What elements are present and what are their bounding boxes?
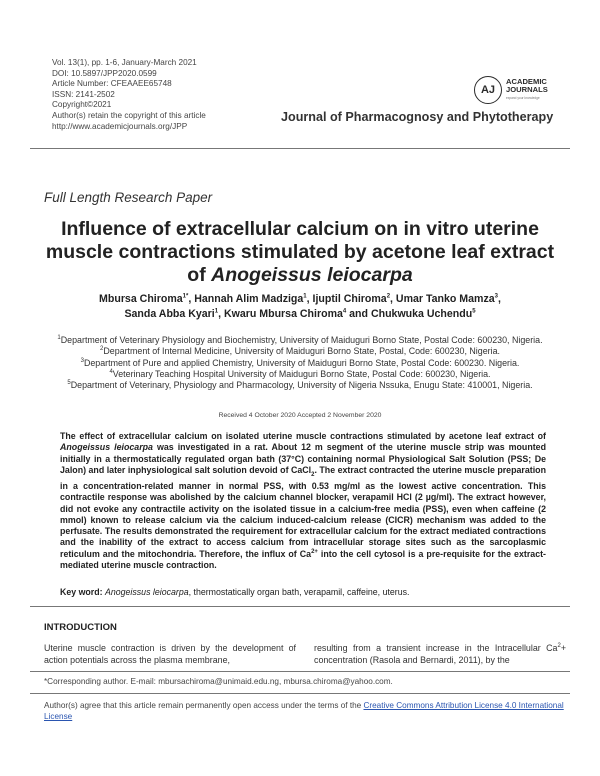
logo-line-2: JOURNALS bbox=[506, 85, 548, 95]
affiliations bbox=[40, 335, 560, 391]
license-divider bbox=[30, 693, 570, 694]
author-name: Umar Tanko Mamza bbox=[395, 293, 495, 305]
paper-title bbox=[36, 218, 564, 287]
author-name: Hannah Alim Madziga bbox=[194, 293, 304, 305]
article-metadata bbox=[52, 58, 206, 132]
title-line-2: muscle contractions stimulated by acetone leaf extract bbox=[45, 241, 555, 263]
author-name: Chukwuka Uchendu bbox=[370, 308, 473, 321]
title-species: Anogeissus leiocarpa bbox=[211, 264, 413, 286]
author-affil-sup: 4 bbox=[342, 308, 347, 315]
logo-text bbox=[506, 78, 548, 95]
logo-line-1: ACADEMIC bbox=[506, 77, 547, 86]
license-statement: Author(s) agree that this article remain permanently open access under the terms of the Creative Commons Attribution License 4.0 International License bbox=[44, 701, 564, 721]
academic-journals-logo bbox=[474, 76, 600, 106]
volume-info: Vol. 13(1), pp. 1-6, January-March 2021 bbox=[52, 58, 197, 67]
article-number: Article Number: CFEAAEE65748 bbox=[52, 79, 172, 89]
logo-tagline: expand your knowledge bbox=[506, 96, 540, 100]
doi: DOI: 10.5897/JPP2020.0599 bbox=[52, 68, 157, 78]
rights-statement: Author(s) retain the copyright of this article bbox=[52, 110, 206, 120]
author-name: Mbursa Chiroma bbox=[99, 293, 183, 305]
intro-column-right: resulting from a transient increase in the Intracellular $Ca^2+$ concentration (Rasola and Bernardi, 2011), by the bbox=[314, 643, 566, 665]
header-divider bbox=[30, 148, 570, 149]
author-line-1: Mbursa Chiroma$^{1*}$, Hannah Alim Madziga$^1$, Ijuptil Chiroma$^2$, Umar Tanko Mamza$^3$, bbox=[99, 293, 501, 305]
affiliation-5: $^5$Department of Veterinary, Physiology and Pharmacology, University of Nigeria Nssuka, Enugu State: 410001, Nigeria. bbox=[67, 380, 533, 391]
title-line-1: Influence of extracellular calcium on in vitro uterine bbox=[61, 218, 539, 240]
author-name: Ijuptil Chiroma bbox=[312, 293, 387, 305]
abstract: The effect of extracellular calcium on isolated uterine muscle contractions stimulated by acetone leaf extract of Anogeissus leiocarpa was investigated in a rat. About 12 m segment of the uterine muscle strip was mounted initially in a thermostatically regulated organ bath (37°C) containing normal Physiological Salt Solution (PSS; De Jalon) and later inphysiological salt solution devoid of CaCl$_2$. The extract contracted the uterine muscle preparation in a concentration-related manner in normal PSS, with 0.53 mg/ml as the lowest active concentration. This contractile response was abolished by the calcium channel blocker, verapamil HCl (2 µg/ml). The extract however, did not evoke any contractile activity on the isolated tissue in a calcium-free media (PSS), even when caffeine (2 mmol) known to release calcium via the calcium induced-calcium release (CICR) mechanism was added to the perfusate. The results demonstrated the requirement for extracellular calcium for the extract mediated contractions and the inability of the extract to access calcium from intracellular storage sites such as the sarcoplasmic reticulum and the mitochondria. Therefore, the influx of $Ca^{2+}$ into the cell cytosol is a pre-requisite for the extract-mediated uterine muscle contraction. bbox=[60, 431, 547, 571]
aj-logo-icon: AJ bbox=[474, 76, 502, 104]
journal-name: Journal of Pharmacognosy and Phytotherapy bbox=[281, 110, 554, 124]
author-affil-sup: 1 bbox=[214, 308, 219, 315]
author-list bbox=[40, 292, 560, 322]
title-line-3 bbox=[36, 264, 564, 287]
keywords: Key word: Anogeissus leiocarpa, thermostatically organ bath, verapamil, caffeine, uterus. bbox=[60, 587, 410, 597]
title-prefix: of bbox=[187, 264, 212, 286]
author-affil-sup: 3 bbox=[494, 293, 498, 300]
paper-type: Full Length Research Paper bbox=[44, 190, 213, 205]
introduction-heading: INTRODUCTION bbox=[44, 622, 117, 633]
author-name: Sanda Abba Kyari bbox=[124, 308, 215, 321]
keywords-label: Key word: bbox=[60, 587, 103, 597]
received-dates: Received 4 October 2020 Accepted 2 November 2020 bbox=[218, 412, 382, 419]
journal-url: http://www.academicjournals.org/JPP bbox=[52, 121, 188, 131]
keywords-divider bbox=[30, 606, 570, 607]
author-name: Kwaru Mbursa Chiroma bbox=[223, 308, 343, 321]
author-affil-sup: 5 bbox=[472, 308, 476, 315]
author-affil-sup: 1 bbox=[303, 293, 307, 300]
author-affil-sup: 1* bbox=[182, 293, 189, 300]
abstract-species: Anogeissus leiocarpa bbox=[60, 442, 153, 453]
author-line-2: Sanda Abba Kyari$^1$, Kwaru Mbursa Chiroma$^4$ and Chukwuka Uchendu$^5$ bbox=[124, 308, 476, 321]
affiliation-3: $^3$Department of Pure and applied Chemistry, University of Maiduguri Borno State, Postal Code: 600230. Nigeria. bbox=[80, 357, 520, 368]
intro-column-left: Uterine muscle contraction is driven by the development of action potentials across the plasma membrane, bbox=[44, 643, 296, 665]
issn: ISSN: 2141-2502 bbox=[52, 89, 115, 99]
affiliation-1: $^1$Department of Veterinary Physiology and Biochemistry, University of Maiduguri Borno State, Postal Code: 600230, Nigeria. bbox=[57, 335, 543, 345]
copyright: Copyright©2021 bbox=[52, 100, 112, 110]
author-affil-sup: 2 bbox=[386, 293, 391, 300]
footnote-divider bbox=[30, 671, 570, 672]
keyword-species: Anogeissus leiocarpa bbox=[104, 587, 189, 597]
affiliation-2: $^2$Department of Internal Medicine, University of Maiduguri Borno State, Postal, Code: 600230, Nigeria. bbox=[100, 346, 500, 357]
corresponding-author: *Corresponding author. E-mail: mbursachiroma@unimaid.edu.ng, mbursa.chiroma@yahoo.com. bbox=[44, 677, 393, 686]
affiliation-4: $^4$Veterinary Teaching Hospital University of Maiduguri Borno State, Postal Code: 600230, Nigeria. bbox=[109, 368, 491, 379]
license-link[interactable]: Creative Commons Attribution License 4.0 International License bbox=[44, 701, 564, 721]
